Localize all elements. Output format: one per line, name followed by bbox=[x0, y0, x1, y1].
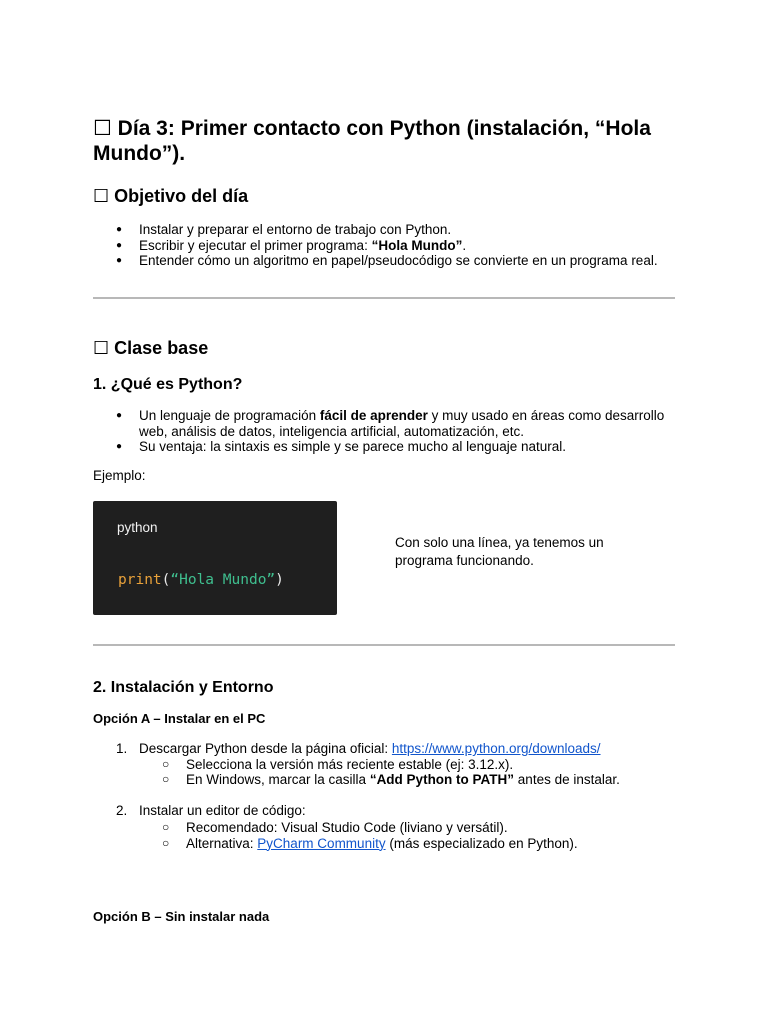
sub-item-text: antes de instalar. bbox=[514, 772, 620, 787]
python-download-link[interactable]: https://www.python.org/downloads/ bbox=[391, 741, 601, 756]
code-paren: ) bbox=[275, 572, 284, 588]
code-paren: ( bbox=[161, 572, 171, 588]
pycharm-link[interactable]: PyCharm Community bbox=[257, 835, 386, 851]
step-item bbox=[93, 741, 693, 788]
divider bbox=[93, 297, 675, 299]
section1-heading: 1. ¿Qué es Python? bbox=[93, 376, 243, 393]
list-item-text: Su ventaja: la sintaxis es simple y se parece mucho al lenguaje natural. bbox=[139, 439, 566, 454]
code-note: Con solo una línea, ya tenemos un programa funcionando. bbox=[395, 535, 604, 568]
list-item bbox=[93, 253, 669, 269]
step-number: 1. bbox=[116, 741, 128, 756]
step-text: Descargar Python desde la página oficial: bbox=[139, 741, 392, 756]
sub-list bbox=[139, 757, 693, 788]
sub-item bbox=[93, 772, 693, 788]
sub-item-text: (más especializado en Python). bbox=[385, 835, 578, 851]
step-text: Instalar un editor de código: bbox=[139, 802, 306, 818]
python-list bbox=[93, 408, 669, 455]
list-item bbox=[93, 439, 669, 455]
sub-item bbox=[93, 836, 693, 852]
install-steps bbox=[93, 741, 693, 851]
list-item-text: Un lenguaje de programación bbox=[139, 408, 320, 423]
objetivo-heading bbox=[93, 185, 248, 208]
code-language-label: python bbox=[117, 520, 158, 535]
list-item-text: Instalar y preparar el entorno de trabajo con Python. bbox=[139, 222, 452, 237]
checkbox-icon: ☐ bbox=[93, 116, 112, 140]
sub-item-bold: “Add Python to PATH” bbox=[369, 772, 515, 787]
list-item-text: y muy usado en áreas como desarrollo web, análisis de datos, inteligencia artificial, automatización, etc. bbox=[139, 408, 665, 439]
clase-heading-text: Clase base bbox=[114, 338, 209, 358]
divider bbox=[93, 644, 675, 646]
list-item bbox=[93, 222, 669, 238]
list-item bbox=[93, 408, 669, 439]
sub-list bbox=[139, 820, 693, 851]
page-title bbox=[93, 116, 693, 166]
sub-item-text: En Windows, marcar la casilla bbox=[186, 772, 370, 787]
step-item bbox=[93, 803, 693, 852]
code-block bbox=[93, 501, 337, 615]
sub-item-text: Recomendado: Visual Studio Code (liviano y versátil). bbox=[186, 820, 508, 835]
sub-item bbox=[93, 820, 693, 836]
code-string: “Hola Mundo” bbox=[170, 572, 276, 588]
page-title-text: Día 3: Primer contacto con Python (instalación, “Hola Mundo”). bbox=[93, 117, 651, 165]
list-item-text: . bbox=[462, 237, 467, 253]
list-item-bold: “Hola Mundo” bbox=[371, 237, 463, 253]
step-number: 2. bbox=[116, 802, 128, 818]
option-b-heading: Opción B – Sin instalar nada bbox=[93, 909, 270, 924]
code-function: print bbox=[118, 572, 162, 588]
clase-heading bbox=[93, 337, 208, 360]
list-item-bold: fácil de aprender bbox=[319, 408, 428, 423]
list-item bbox=[93, 238, 669, 254]
sub-item-text: Selecciona la versión más reciente estable (ej: 3.12.x). bbox=[186, 756, 514, 772]
section2-heading: 2. Instalación y Entorno bbox=[93, 679, 274, 696]
sub-item-text: Alternativa: bbox=[186, 835, 258, 851]
objetivo-list bbox=[93, 222, 669, 269]
checkbox-icon: ☐ bbox=[93, 186, 110, 207]
list-item-text: Escribir y ejecutar el primer programa: bbox=[139, 237, 372, 253]
code-line bbox=[118, 572, 284, 588]
example-label: Ejemplo: bbox=[93, 468, 146, 483]
list-item-text: Entender cómo un algoritmo en papel/pseudocódigo se convierte en un programa real. bbox=[139, 253, 658, 268]
objetivo-heading-text: Objetivo del día bbox=[114, 186, 249, 206]
option-a-heading: Opción A – Instalar en el PC bbox=[93, 711, 266, 726]
sub-item bbox=[93, 757, 693, 773]
checkbox-icon: ☐ bbox=[93, 338, 110, 359]
